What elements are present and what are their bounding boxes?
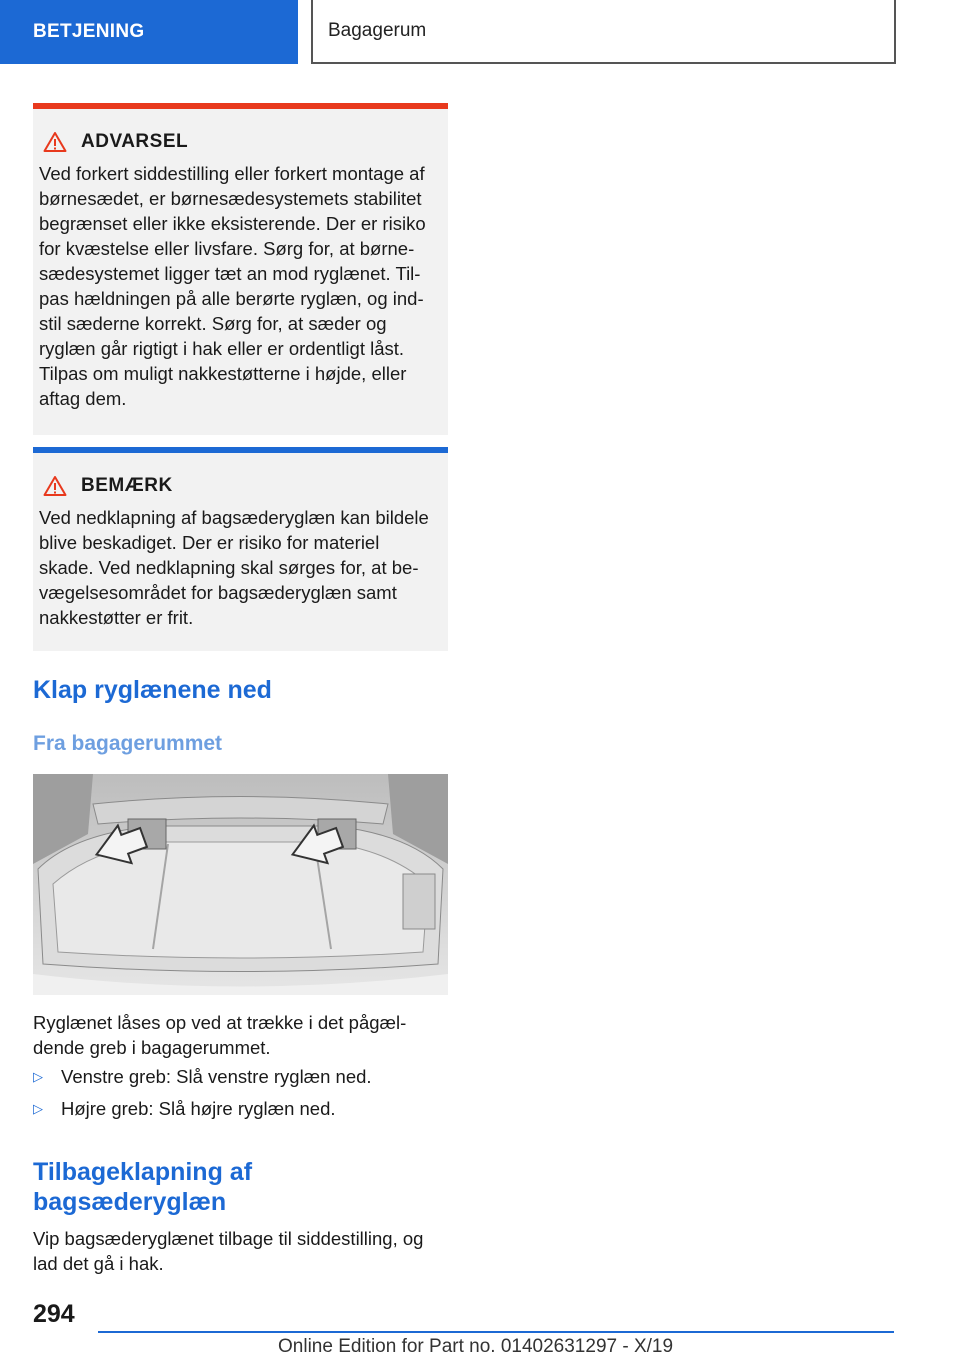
section-heading (33, 1157, 252, 1217)
warning-box (33, 103, 448, 435)
note-box (33, 447, 448, 651)
warning-line: Tilpas om muligt nakkestøtterne i højde, eller (39, 363, 407, 384)
warning-line: stil sæderne korrekt. Sørg for, at sæder og (39, 313, 387, 334)
body-line: Vip bagsæderyglænet tilbage til siddestilling, og (33, 1228, 424, 1249)
body-line: lad det gå i hak. (33, 1253, 164, 1274)
warning-line: sædesystemet ligger tæt an mod ryglænet. Til‐ (39, 263, 421, 284)
body-paragraph (33, 1226, 443, 1276)
warning-line: for kvæstelse eller livsfare. Sørg for, at børne‐ (39, 238, 415, 259)
warning-line: børnesædet, er børnesædesystemets stabilitet (39, 188, 422, 209)
warning-line: pas hældningen på alle berørte ryglæn, og ind‐ (39, 288, 424, 309)
section-heading-line: Tilbageklapning af (33, 1158, 253, 1186)
warning-text (39, 161, 440, 411)
note-title: BEMÆRK (81, 475, 173, 496)
footer-edition: Online Edition for Part no. 01402631297 - X/19 (278, 1336, 674, 1357)
note-line: Ved nedklapning af bagsæderyglæn kan bildele (39, 507, 429, 528)
note-text (39, 505, 440, 630)
warning-line: begrænset eller ikke eksisterende. Der er risiko (39, 213, 426, 234)
body-line: Ryglænet låses op ved at trække i det pågæl‐ (33, 1012, 407, 1033)
warning-triangle-icon (43, 131, 67, 153)
section-heading: Klap ryglænene ned (33, 676, 272, 704)
body-paragraph (33, 1010, 443, 1060)
body-line: dende greb i bagagerummet. (33, 1037, 271, 1058)
warning-line: aftag dem. (39, 388, 127, 409)
list-item-text: Højre greb: Slå højre ryglæn ned. (61, 1098, 336, 1119)
list-item-text: Venstre greb: Slå venstre ryglæn ned. (61, 1066, 372, 1087)
header-title-box (311, 0, 896, 64)
note-line: vægelsesområdet for bagsæderyglæn samt (39, 582, 397, 603)
warning-heading (39, 131, 440, 153)
list-item (33, 1098, 336, 1120)
list-item (33, 1066, 372, 1088)
warning-title: ADVARSEL (81, 131, 189, 152)
section-subheading: Fra bagagerummet (33, 732, 223, 755)
warning-line: Ved forkert siddestilling eller forkert montage af (39, 163, 425, 184)
note-line: blive beskadiget. Der er risiko for materiel (39, 532, 380, 553)
section-heading-line: bagsæderyglæn (33, 1188, 227, 1216)
page-number: 294 (33, 1300, 75, 1328)
header-section-label: BETJENING (33, 21, 145, 42)
caution-triangle-icon (43, 475, 67, 497)
header-section-tab (0, 0, 298, 64)
triangle-bullet-icon: ▷ (33, 1101, 43, 1116)
note-line: skade. Ved nedklapning skal sørges for, at be‐ (39, 557, 419, 578)
header-title: Bagagerum (328, 20, 427, 41)
warning-line: ryglæn går rigtigt i hak eller er ordentligt låst. (39, 338, 405, 359)
note-heading (39, 475, 440, 497)
trunk-figure (33, 774, 448, 995)
triangle-bullet-icon: ▷ (33, 1069, 43, 1084)
note-line: nakkestøtter er frit. (39, 607, 194, 628)
trunk-illustration (33, 774, 448, 995)
footer-divider (98, 1331, 894, 1333)
